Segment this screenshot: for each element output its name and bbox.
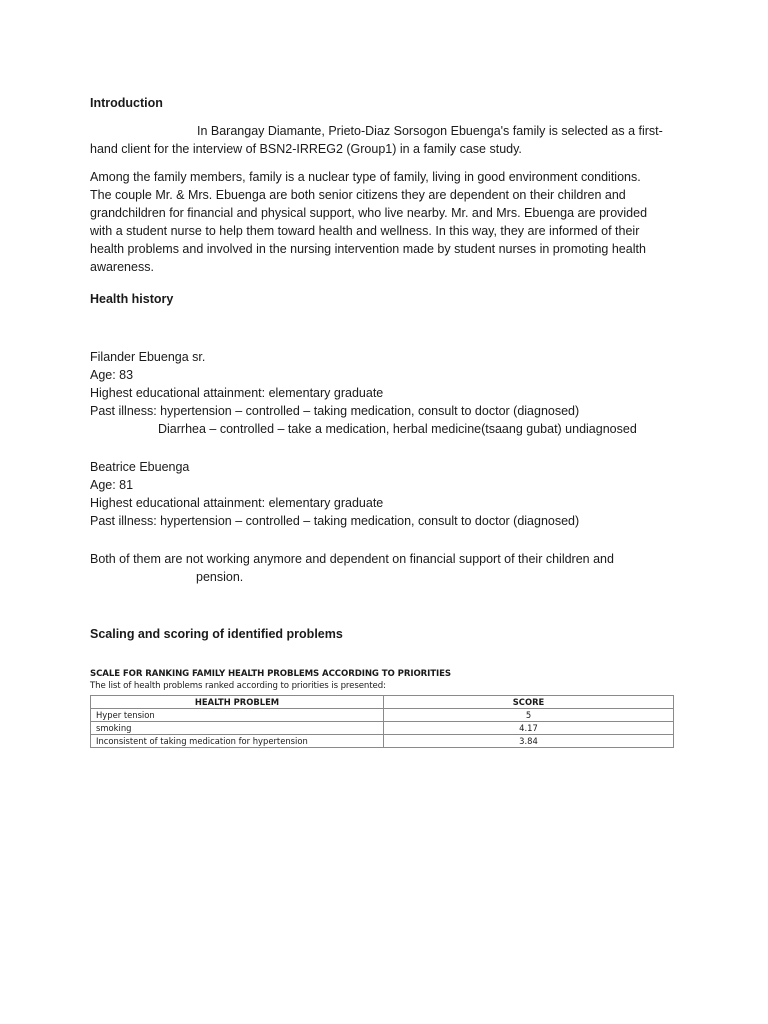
paragraph-line: The couple Mr. & Mrs. Ebuenga are both senior citizens they are dependent on their children and: [90, 188, 626, 202]
health-problem-cell: Inconsistent of taking medication for hypertension: [91, 735, 384, 748]
person-age: Age: 81: [90, 478, 134, 492]
score-cell: 5: [384, 709, 674, 722]
introduction-heading: Introduction: [90, 96, 163, 110]
table-row: [91, 722, 674, 735]
paragraph-line: pension.: [196, 570, 244, 584]
introduction-paragraph-1: [90, 122, 663, 158]
paragraph-line: awareness.: [90, 260, 154, 274]
scaling-heading: Scaling and scoring of identified problems: [90, 627, 343, 641]
paragraph-line: hand client for the interview of BSN2-IRREG2 (Group1) in a family case study.: [90, 142, 522, 156]
column-header-health-problem: HEALTH PROBLEM: [91, 696, 384, 709]
paragraph-line: grandchildren for financial and physical support, who live nearby. Mr. and Mrs. Ebuenga are provided: [90, 206, 648, 220]
table-row: [91, 735, 674, 748]
person-education: Highest educational attainment: elementary graduate: [90, 386, 384, 400]
score-cell: 4.17: [384, 722, 674, 735]
health-history-heading: Health history: [90, 292, 174, 306]
priority-table: [90, 695, 674, 748]
scale-table-title: SCALE FOR RANKING FAMILY HEALTH PROBLEMS ACCORDING TO PRIORITIES: [90, 669, 451, 679]
paragraph-line: Among the family members, family is a nuclear type of family, living in good environment conditions.: [90, 170, 641, 184]
person-name: Filander Ebuenga sr.: [90, 350, 206, 364]
priority-scale-figure: [90, 668, 674, 748]
person-2-record: [90, 458, 579, 530]
table-row: [91, 709, 674, 722]
health-problem-cell: Hyper tension: [91, 709, 384, 722]
column-header-score: SCORE: [384, 696, 674, 709]
paragraph-line: health problems and involved in the nursing intervention made by student nurses in promoting health: [90, 242, 646, 256]
score-cell: 3.84: [384, 735, 674, 748]
person-name: Beatrice Ebuenga: [90, 460, 190, 474]
past-illness: Past illness: hypertension – controlled – taking medication, consult to doctor (diagnosed): [90, 514, 580, 528]
person-age: Age: 83: [90, 368, 134, 382]
health-problem-cell: smoking: [91, 722, 384, 735]
person-education: Highest educational attainment: elementary graduate: [90, 496, 384, 510]
paragraph-line: with a student nurse to help them toward health and wellness. In this way, they are informed of their: [90, 224, 640, 238]
person-1-record: [90, 348, 637, 438]
past-illness: Past illness: hypertension – controlled – taking medication, consult to doctor (diagnosed): [90, 404, 580, 418]
support-statement: [90, 550, 614, 586]
scale-table-subtitle: The list of health problems ranked according to priorities is presented:: [90, 681, 386, 691]
paragraph-line: Both of them are not working anymore and dependent on financial support of their children and: [90, 552, 614, 566]
introduction-paragraph-2: [90, 168, 647, 276]
paragraph-line: In Barangay Diamante, Prieto-Diaz Sorsogon Ebuenga's family is selected as a first-: [197, 124, 663, 138]
table-header-row: [91, 696, 674, 709]
past-illness-continued: Diarrhea – controlled – take a medication, herbal medicine(tsaang gubat) undiagnosed: [158, 422, 637, 436]
